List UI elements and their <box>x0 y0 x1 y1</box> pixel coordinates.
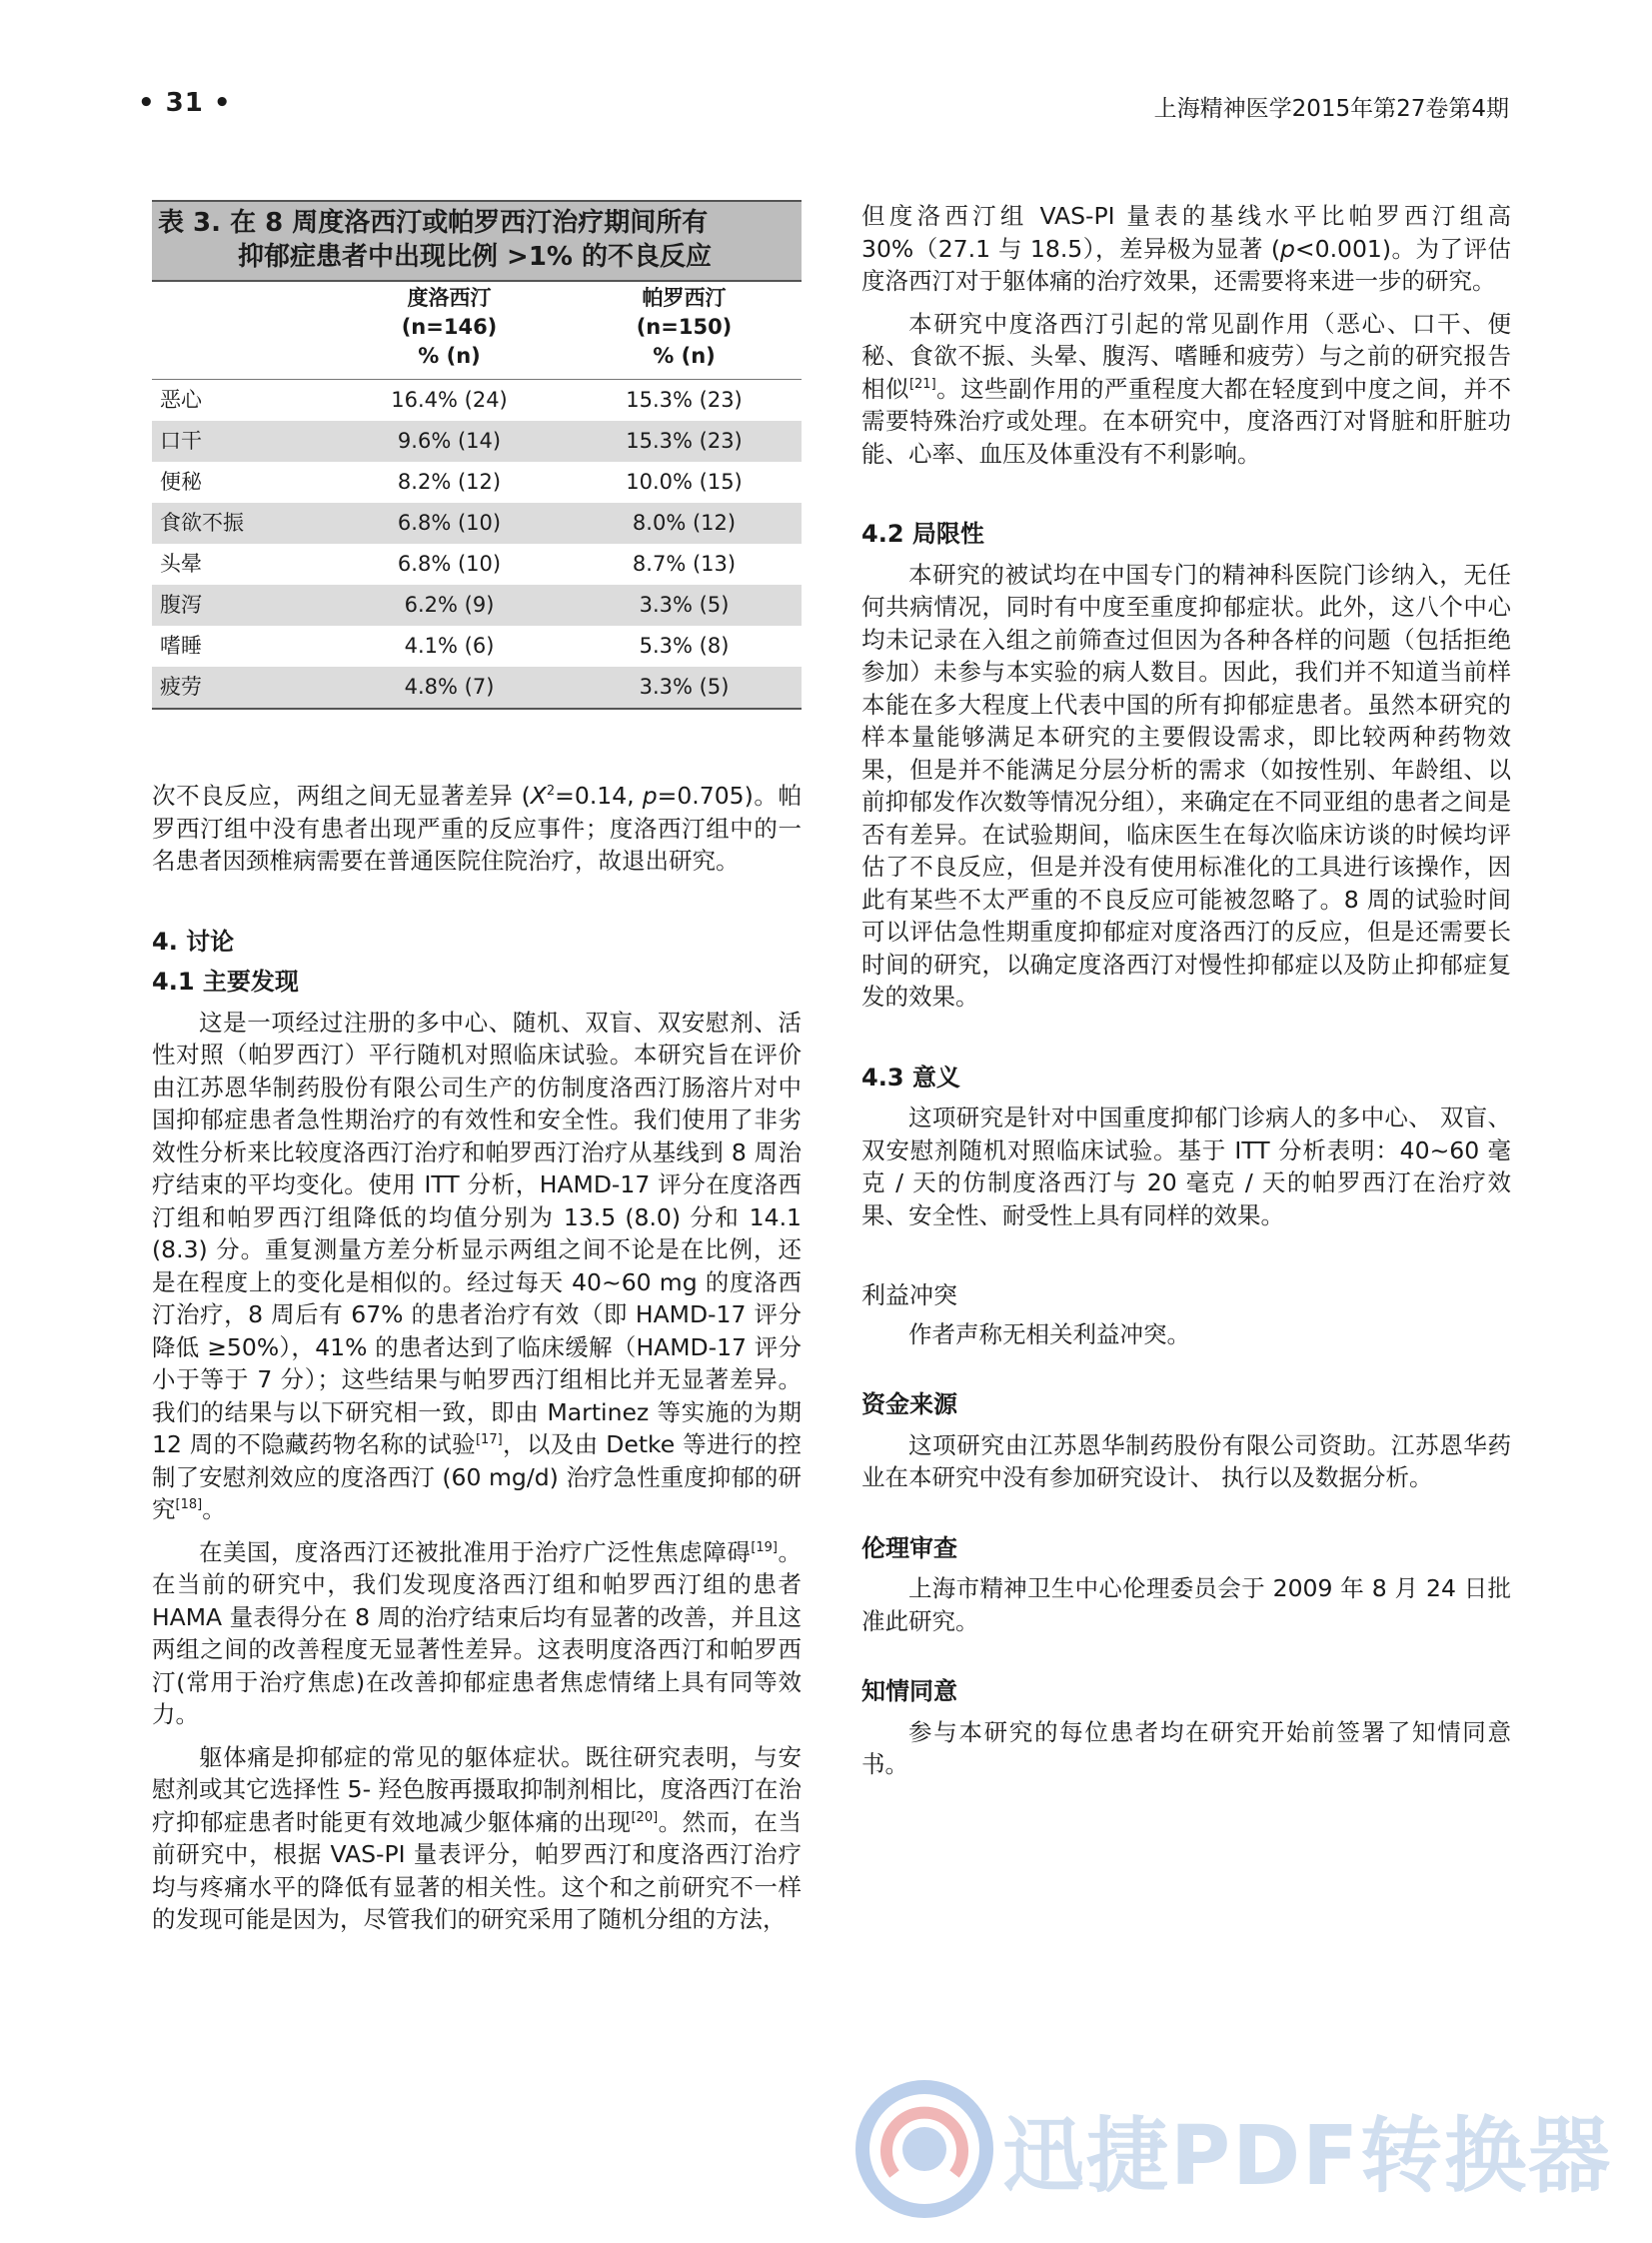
p2-text-b: 。在当前的研究中，我们发现度洛西汀组和帕罗西汀组的患者 HAMA 量表得分在 8 周的治疗结束后均有显著的改善，并且这两组之间的改善程度无显著性差异。这表明度洛西汀和帕罗西汀(常用于治疗焦虑)在改善抑郁症患者焦虑情绪上具有同等效力。 <box>152 1537 803 1728</box>
ethics-title: 伦理审查 <box>861 1533 957 1562</box>
header-blank <box>152 281 332 380</box>
header-duloxetine-n: (n=146) <box>401 315 498 339</box>
table-header-row <box>152 281 802 380</box>
row-duloxetine-value: 4.1% (6) <box>404 634 495 659</box>
row-label: 疲劳 <box>152 667 332 709</box>
cont-text-b: =0.14, <box>555 782 643 810</box>
significance-paragraph: 这项研究是针对中国重度抑郁门诊病人的多中心、 双盲、 双安慰剂随机对照临床试验。基于 ITT 分析表明：40~60 毫克 / 天的仿制度洛西汀与 20 毫克 / 天的帕罗西汀在治疗效果、安全性、耐受性上具有同样的效果。 <box>861 1104 1511 1229</box>
funding-title: 资金来源 <box>861 1390 957 1418</box>
side-text-a: 本研究中度洛西汀引起的常见副作用（恶心、口干、便秘、食欲不振、头晕、腹泻、嗜睡和疲劳）与之前的研究报告相似 <box>861 309 1511 403</box>
informed-consent-title: 知情同意 <box>861 1677 957 1705</box>
informed-consent-text: 参与本研究的每位患者均在研究开始前签署了知情同意书。 <box>861 1717 1511 1778</box>
funding-text: 这项研究由江苏恩华制药股份有限公司资助。江苏恩华药业在本研究中没有参加研究设计、 执行以及数据分析。 <box>861 1430 1511 1491</box>
table-row <box>152 626 802 667</box>
p2-text-a: 在美国，度洛西汀还被批准用于治疗广泛性焦虑障碍 <box>199 1537 752 1566</box>
cont-text-c: =0.705)。帕罗西汀组中没有患者出现严重的反应事件；度洛西汀组中的一名患者因颈椎病需要在普通医院住院治疗，故退出研究。 <box>152 782 802 875</box>
row-duloxetine-value: 16.4% (24) <box>391 388 508 413</box>
main-findings-paragraph-3 <box>152 1741 802 1936</box>
right-column <box>861 200 1511 1791</box>
row-paroxetine-value: 8.7% (13) <box>632 552 737 577</box>
row-label: 食欲不振 <box>152 503 332 544</box>
continued-paragraph <box>861 200 1511 298</box>
row-duloxetine-value: 6.2% (9) <box>332 585 567 626</box>
citation: [21] <box>908 376 936 392</box>
cont-text-a: 次不良反应，两组之间无显著差异 ( <box>152 782 531 810</box>
pdf-converter-logo-icon <box>854 2079 994 2219</box>
table-row <box>152 380 802 422</box>
section-4-3-title: 4.3 意义 <box>861 1063 960 1092</box>
table-row <box>152 585 802 626</box>
row-duloxetine-value: 8.2% (12) <box>397 470 502 495</box>
header-paroxetine <box>567 281 802 380</box>
header-paroxetine-unit: % (n) <box>653 344 716 368</box>
left-column <box>152 200 802 1946</box>
header-paroxetine-name: 帕罗西汀 <box>642 286 727 310</box>
table-row <box>152 503 802 544</box>
main-findings-paragraph-1 <box>152 1007 802 1526</box>
header-duloxetine <box>332 281 567 380</box>
row-paroxetine-value: 15.3% (23) <box>626 388 743 413</box>
table-caption <box>152 200 802 280</box>
row-paroxetine-value: 15.3% (23) <box>567 421 802 462</box>
chi-superscript: 2 <box>546 784 556 800</box>
continuation-paragraph <box>152 780 802 878</box>
row-duloxetine-value: 6.8% (10) <box>397 552 502 577</box>
side-effects-paragraph <box>861 308 1511 471</box>
row-duloxetine-value: 6.8% (10) <box>332 503 567 544</box>
header-paroxetine-n: (n=150) <box>636 315 733 339</box>
section-4-title: 4. 讨论 <box>152 927 235 956</box>
conflict-of-interest-text: 作者声称无相关利益冲突。 <box>908 1319 1190 1348</box>
citation: [17] <box>475 1432 503 1448</box>
row-label: 头晕 <box>160 552 202 577</box>
main-findings-paragraph-2 <box>152 1536 802 1731</box>
header-duloxetine-name: 度洛西汀 <box>407 286 492 310</box>
ethics-text: 上海市精神卫生中心伦理委员会于 2009 年 8 月 24 日批准此研究。 <box>861 1574 1511 1635</box>
row-paroxetine-value: 3.3% (5) <box>567 585 802 626</box>
section-4-1-title: 4.1 主要发现 <box>152 968 299 996</box>
row-paroxetine-value: 10.0% (15) <box>626 470 743 495</box>
cont-right-a: 但度洛西汀组 VAS-PI 量表的基线水平比帕罗西汀组高 30%（27.1 与 18.5），差异极为显著 ( <box>861 202 1511 263</box>
row-label: 恶心 <box>160 388 202 413</box>
p1-text-b: ，以及由 Detke 等进行的控制了安慰剂效应的度洛西汀 (60 mg/d) 治疗急性重度抑郁的研究 <box>152 1430 803 1523</box>
row-paroxetine-value: 8.0% (12) <box>567 503 802 544</box>
row-paroxetine-value: 3.3% (5) <box>567 667 802 709</box>
table-row <box>152 462 802 503</box>
p3-text-b: 。然而，在当前研究中，根据 VAS-PI 量表评分，帕罗西汀和度洛西汀治疗均与疼痛水平的降低有显著的相关性。这个和之前研究不一样的发现可能是因为，尽管我们的研究采用了随机分组的方法， <box>152 1807 803 1933</box>
citation: [20] <box>631 1809 659 1825</box>
adverse-events-table <box>152 200 802 710</box>
table-row <box>152 421 802 462</box>
citation: [19] <box>751 1539 778 1555</box>
conflict-of-interest-title: 利益冲突 <box>861 1281 957 1309</box>
page-number: • 31 • <box>138 88 232 118</box>
p1-text-a: 这是一项经过注册的多中心、随机、双盲、双安慰剂、活性对照（帕罗西汀）平行随机对照临床试验。本研究旨在评价由江苏恩华制药股份有限公司生产的仿制度洛西汀肠溶片对中国抑郁症患者急性期治疗的有效性和安全性。我们使用了非劣效性分析来比较度洛西汀治疗和帕罗西汀治疗从基线到 8 周治疗结束的平均变化。使用 ITT 分析，HAMD-17 评分在度洛西汀组和帕罗西汀组降低的均值分别为 13.5 (8.0) 分和 14.1 (8.3) 分。重复测量方差分析显示两组之间不论是在比例，还是在程度上的变化是相似的。经过每天 40~60 mg 的度洛西汀治疗，8 周后有 67% 的患者治疗有效（即 HAMD-17 评分降低 ≥50%），41% 的患者达到了临床缓解（HAMD-17 评分小于等于 7 分）；这些结果与帕罗西汀组相比并无显著差异。我们的结果与以下研究相一致，即由 Martinez 等实施的为期 12 周的不隐藏药物名称的试验 <box>152 1008 802 1458</box>
row-duloxetine-value: 4.8% (7) <box>332 667 567 709</box>
side-text-b: 。这些副作用的严重程度大都在轻度到中度之间，并不需要特殊治疗或处理。在本研究中，度洛西汀对肾脏和肝脏功能、心率、血压及体重没有不利影响。 <box>861 374 1512 468</box>
row-label: 腹泻 <box>152 585 332 626</box>
table-caption-line2: 抑郁症患者中出现比例 >1% 的不良反应 <box>238 242 713 272</box>
watermark <box>854 2079 1634 2229</box>
citation: [18] <box>175 1497 203 1513</box>
table-row <box>152 544 802 585</box>
limitations-paragraph: 本研究的被试均在中国专门的精神科医院门诊纳入，无任何共病情况，同时有中度至重度抑郁症状。此外，这八个中心均未记录在入组之前筛查过但因为各种各样的问题（包括拒绝参加）未参与本实验的病人数目。因此，我们并不知道当前样本能在多大程度上代表中国的所有抑郁症患者。虽然本研究的样本量能够满足本研究的主要假设需求，即比较两种药物效果，但是并不能满足分层分析的需求（如按性别、年龄组、以前抑郁发作次数等情况分组），来确定在不同亚组的患者之间是否有差异。在试验期间，临床医生在每次临床访谈的时候均评估了不良反应，但是并没有使用标准化的工具进行该操作，因此有某些不太严重的不良反应可能被忽略了。8 周的试验时间可以评估急性期重度抑郁症对度洛西汀的反应，但是还需要长时间的研究，以确定度洛西汀对慢性抑郁症以及防止抑郁症复发的效果。 <box>861 560 1511 1011</box>
p3-text-a: 躯体痛是抑郁症的常见的躯体症状。既往研究表明，与安慰剂或其它选择性 5- 羟色胺再摄取抑制剂相比，度洛西汀在治疗抑郁症患者时能更有效地减少躯体痛的出现 <box>152 1742 802 1836</box>
watermark-text: 迅捷PDF转换器 <box>1002 2109 1613 2204</box>
p-symbol: p <box>642 782 658 810</box>
section-4-2-title: 4.2 局限性 <box>861 520 984 548</box>
journal-title: 上海精神医学2015年第27卷第4期 <box>1153 96 1509 122</box>
row-duloxetine-value: 9.6% (14) <box>332 421 567 462</box>
row-label: 嗜睡 <box>160 634 202 659</box>
p1-text-c: 。 <box>202 1495 226 1523</box>
row-label: 便秘 <box>160 470 202 495</box>
chi-symbol: X <box>530 782 547 810</box>
header-duloxetine-unit: % (n) <box>418 344 481 368</box>
table-row <box>152 667 802 709</box>
p-symbol: p <box>1280 234 1295 263</box>
row-paroxetine-value: 5.3% (8) <box>639 634 730 659</box>
cont-right-b: <0.001)。为了评估度洛西汀对于躯体痛的治疗效果，还需要将来进一步的研究。 <box>861 234 1511 295</box>
row-label: 口干 <box>152 421 332 462</box>
table-caption-line1: 表 3. 在 8 周度洛西汀或帕罗西汀治疗期间所有 <box>158 208 709 238</box>
